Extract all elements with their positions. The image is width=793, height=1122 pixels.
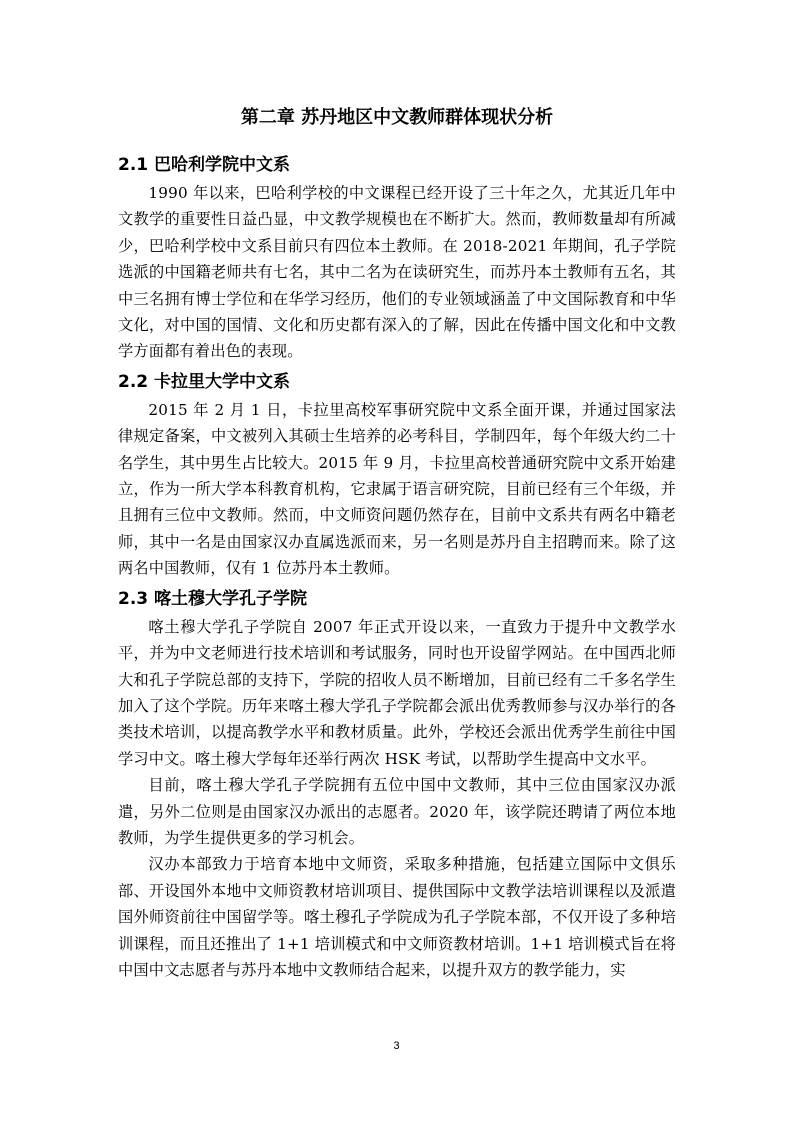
paragraph: 目前，喀土穆大学孔子学院拥有五位中国中文教师，其中三位由国家汉办派遣，另外二位则是由国家汉办派出的志愿者。2020 年，该学院还聘请了两位本地教师，为学生提供更多的学习机会。 (118, 776, 676, 847)
section-2-2 (118, 367, 676, 582)
section-heading: 2.3 喀土穆大学孔子学院 (118, 588, 308, 609)
section-2-3 (118, 584, 676, 984)
page-number: 3 (393, 1040, 400, 1052)
paragraph: 1990 年以来，巴哈利学校的中文课程已经开设了三十年之久，尤其近几年中文教学的重要性日益凸显，中文教学规模也在不断扩大。然而，教师数量却有所减少，巴哈利学校中文系目前只有四位本土教师。在 2018-2021 年期间，孔子学院选派的中国籍老师共有七名，其中二名为在读研究生，而苏丹本土教师有五名，其中三名拥有博士学位和在华学习经历，他们的专业领域涵盖了中文国际教育和中华文化，对中国的国情、文化和历史都有深入的了解，因此在传播中国文化和中文教学方面都有着出色的表现。 (118, 184, 676, 361)
section-heading: 2.1 巴哈利学院中文系 (118, 155, 291, 175)
section-heading: 2.2 卡拉里大学中文系 (118, 371, 291, 392)
page-content (118, 100, 676, 985)
paragraph: 汉办本部致力于培育本地中文师资，采取多种措施，包括建立国际中文俱乐部、开设国外本地中文师资教材培训项目、提供国际中文教学法培训课程以及派遣国外师资前往中国留学等。喀土穆孔子学院成为孔子学院本部，不仅开设了多种培训课程，而且还推出了 1+1 培训模式和中文师资教材培训。1+1 培训模式旨在将中国中文志愿者与苏丹本地中文教师结合起来，以提升双方的教学能力，实 (118, 855, 676, 979)
paragraph: 2015 年 2 月 1 日，卡拉里高校军事研究院中文系全面开课，并通过国家法律规定备案，中文被列入其硕士生培养的必考科目，学制四年，每个年级大约二十名学生，其中男生占比较大。2015 年 9 月，卡拉里高校普通研究院中文系开始建立，作为一所大学本科教育机构，它隶属于语言研究院，目前已经有三个年级，并且拥有三位中文教师。然而，中文师资问题仍然存在，目前中文系共有两名中籍老师，其中一名是由国家汉办直属选派而来，另一名则是苏丹自主招聘而来。除了这两名中国教师，仅有 1 位苏丹本土教师。 (118, 400, 676, 578)
paragraph: 喀土穆大学孔子学院自 2007 年正式开设以来，一直致力于提升中文教学水平，并为中文老师进行技术培训和考试服务，同时也开设留学网站。在中国西北师大和孔子学院总部的支持下，学院的招收人员不断增加，目前已经有二千多名学生加入了这个学院。历年来喀土穆大学孔子学院都会派出优秀教师参与汉办举行的各类技术培训，以提高教学水平和教材质量。此外，学校还会派出优秀学生前往中国学习中文。喀土穆大学每年还举行两次 HSK 考试，以帮助学生提高中文水平。 (118, 617, 676, 768)
section-2-1 (118, 150, 676, 365)
chapter-title: 第二章 苏丹地区中文教师群体现状分析 (240, 107, 554, 128)
